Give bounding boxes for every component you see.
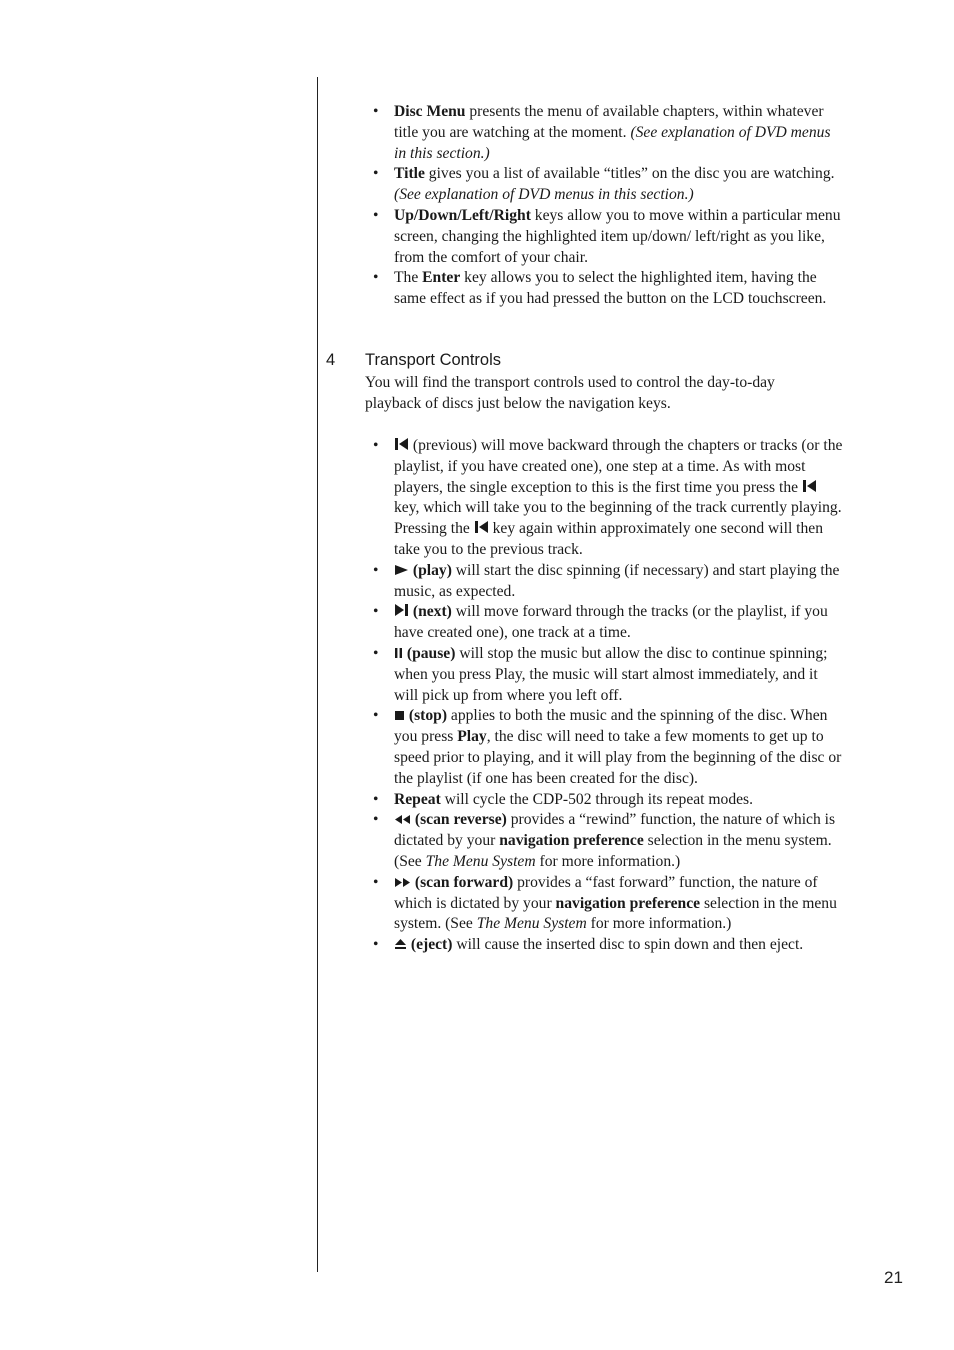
stop-icon: [394, 710, 405, 721]
next-track-icon: [394, 603, 409, 617]
play-icon: [394, 564, 409, 576]
pause-icon: [394, 647, 403, 659]
section-title: Transport Controls: [365, 351, 502, 369]
scan-reverse-icon: [394, 814, 411, 825]
list-item: • (next) will move forward through the tracks (or the playlist, if you have created one), one track at a time.: [373, 602, 843, 644]
list-item: • (scan forward) provides a “fast forward” function, the nature of which is dictated by your navigation preference selection in the menu system. (See The Menu System for more information.): [373, 873, 843, 935]
menu-keys-list: [373, 102, 843, 310]
section-number: 4: [326, 351, 336, 369]
list-item: • (play) will start the disc spinning (if necessary) and start playing the music, as expected.: [373, 561, 843, 603]
page-number: 21: [884, 1268, 903, 1287]
list-item: • Title gives you a list of available “titles” on the disc you are watching. (See explanation of DVD menus in this section.): [373, 164, 843, 206]
previous-track-icon: [474, 520, 489, 534]
section-intro: You will find the transport controls used to control the day-to-day playback of discs just below the navigation keys.: [365, 374, 775, 412]
list-item: • (scan reverse) provides a “rewind” function, the nature of which is dictated by your navigation preference selection in the menu system. (See The Menu System for more information.): [373, 810, 843, 872]
list-item: • The Enter key allows you to select the highlighted item, having the same effect as if you had pressed the button on the LCD touchscreen.: [373, 268, 843, 310]
previous-track-icon: [394, 437, 409, 451]
list-item: • (previous) will move backward through the chapters or tracks (or the playlist, if you have created one), one step at a time. As with most players, the single exception to this is the first time you press the key, which will take you to the beginning of the track currently playing. Pressing the key again within approximately one second will then take you to the previous track.: [373, 436, 843, 561]
scan-forward-icon: [394, 877, 411, 888]
margin-rule: [317, 77, 318, 1272]
list-item: • Up/Down/Left/Right keys allow you to move within a particular menu screen, changing the highlighted item up/down/ left/right as you like, from the comfort of your chair.: [373, 206, 843, 268]
list-item: • Disc Menu presents the menu of available chapters, within whatever title you are watching at the moment. (See explanation of DVD menus in this section.): [373, 102, 843, 164]
list-item: • (pause) will stop the music but allow the disc to continue spinning; when you press Play, the music will start almost immediately, and it will pick up from where you left off.: [373, 644, 843, 706]
eject-icon: [394, 938, 407, 950]
list-item: • (stop) applies to both the music and the spinning of the disc. When you press Play, the disc will need to take a few moments to get up to speed prior to playing, and it will play from the beginning of the disc or the playlist (if one has been created for the disc).: [373, 706, 843, 789]
previous-track-icon: [802, 479, 817, 493]
list-item: • (eject) will cause the inserted disc to spin down and then eject.: [373, 935, 843, 956]
transport-controls-list: [373, 436, 843, 956]
section-heading: [326, 351, 501, 370]
list-item: • Repeat will cycle the CDP-502 through its repeat modes.: [373, 790, 843, 811]
